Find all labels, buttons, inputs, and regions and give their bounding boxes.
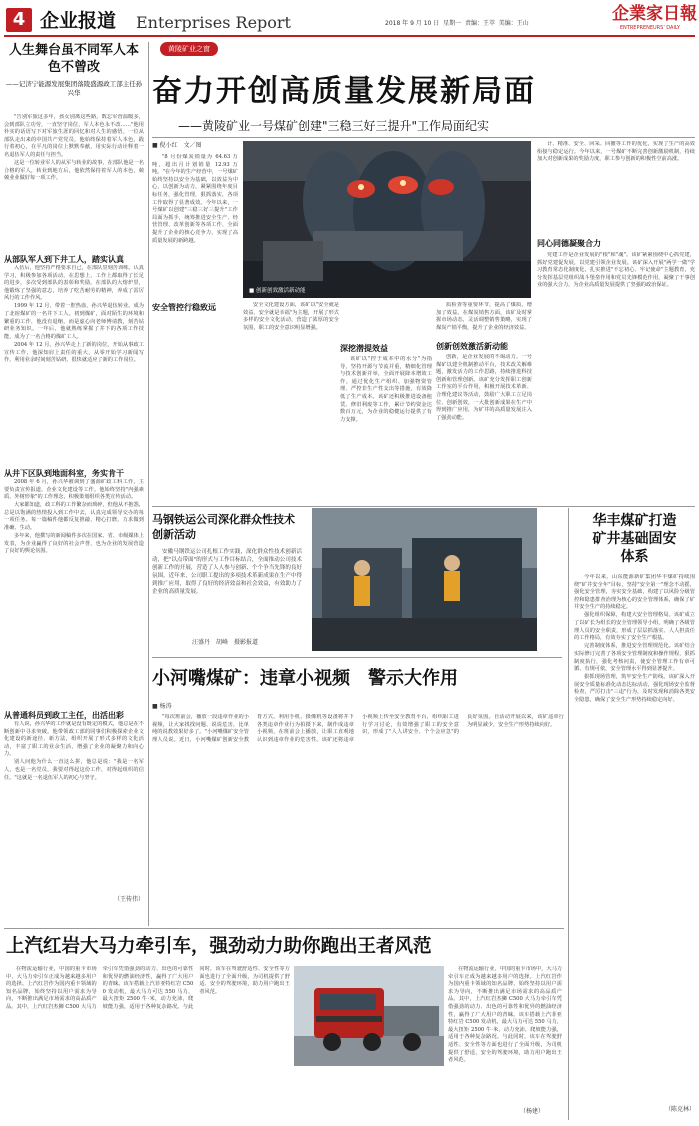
saic-author: （杨建） xyxy=(520,1108,545,1115)
paragraph: 入伍后，他坚持严格要求自己，在部队里刻苦训练，认真学习，积极参加各项活动，在思想上、工作上都取得了长足的进步，多次受到部队的表彰和奖励。在部队的大熔炉里，他锻炼了坚强的意志，培养了吃苦耐劳的精神，养成了雷厉风行的工作作风。 xyxy=(4,265,144,302)
paragraph: 今年以来，山东能源新矿集团华丰煤矿持续围绕"矿井安全年"目标，坚持"安全第一"理念不动摇，强化安全管理，夯实安全基础，构建了以风险分级管控和隐患排查治理为核心的安全管理体系，确保了矿井安全生产的持续稳定。 xyxy=(574,574,695,611)
truck-photo xyxy=(294,966,444,1066)
column-divider xyxy=(568,508,569,1120)
paragraph: 安徽马钢铁运公司扎根工作实践，深化群众性技术创新活动，把"以点带面"的形式与工作目标结合，全面推动公司技术创新工作的开展，营造了人人参与创新、个个争当先锋的良好氛围。近年来，公司职工提出的多项技术革新成果在生产中得到推广应用，取得了良好的经济效益和社会效益，有效助力了企业的高质量发展。 xyxy=(152,549,302,595)
main-col-2b xyxy=(340,356,432,502)
main-col-4b xyxy=(537,252,695,502)
editor-credit: 责编：王萃 xyxy=(464,20,495,27)
left-article-intro xyxy=(4,114,144,252)
paragraph: 安全文化建设方面，该矿以"安全就是效益、安全就是幸福"为主题，开展了形式多样的安全文化活动，营造了浓厚的安全氛围，职工的安全意识明显增强。 xyxy=(243,302,339,331)
paragraph: 质检查等重要环节，提高了煤质，增加了效益。在煤炭销售方面，该矿及时掌握市场动态，灵活调整销售策略，实现了煤炭产销平衡，提升了企业的经济效益。 xyxy=(436,302,532,331)
left-article xyxy=(4,42,144,928)
section-rule xyxy=(152,506,695,507)
paragraph: 大家都知道，政工科的工作繁杂而琐碎，但他从不抱怨，总是以饱满的热情投入到工作中去，认真完成领导交办的每一项任务。每一篇稿件他都反复推敲、精心打磨，力求做到准确、生动。 xyxy=(4,502,144,532)
xiaohe-byline: ■ 杨涛 xyxy=(152,703,172,710)
paragraph: 有人说，孙兴华的工作就是没有既定的模式，他总是在不断创新中寻求突破。他带领政工部的同事们积极探索企业文化建设的新途径、新方法，组织开展了形式多样的文化活动，丰富了职工的业余生活，增强了企业的凝聚力和向心力。 xyxy=(4,721,144,758)
main-article-subtitle: ——黄陵矿业一号煤矿创建"三稳三好三提升"工作局面纪实 xyxy=(178,119,490,133)
paragraph: 计、精准、安全、回采、回撤等工作的优化，实现了生产的高效衔接与稳定运行。今年以来，一号煤矿不断完善创新激励机制，持续加大对创新成果的奖励力度，职工参与创新的积极性空前高涨。 xyxy=(537,141,695,163)
byline-text: 倪小红 文／图 xyxy=(159,142,202,149)
main-article-tag: 黄陵矿业之窗 xyxy=(160,42,218,56)
masthead-en: ENTREPRENEURS' DAILY xyxy=(619,25,681,31)
paragraph: 该矿以"控于成本中的水分"为指导，坚持开源与节流并重，精细化管理与技术创新并举，全面开展降本增效工作。通过优化生产组织、加强物资管理、严控非生产性支出等措施，有效降低了生产成本。该矿还积极推进设备租赁、修旧利废等工作，累计节约资金达数百万元，为企业的稳健运行提供了有力支撑。 xyxy=(340,356,432,423)
paragraph: "8 月份煤炭销量为 64.63 万吨，超出月计划销量 12.93 万吨。"在今年的生产经营中，一号煤矿始终坚持以安全为基础，以效益为中心，以创新为动力，紧紧围绕年度目标任务，强化管理，狠抓落实，各项工作取得了显著成效。今年以来，一号煤矿以创建"三稳三好三提升"工作局面为抓手，统筹推进安全生产、经营管理、改革创新等各项工作，全面提升了企业的核心竞争力，实现了高质量发展的新跨越。 xyxy=(152,154,238,244)
main-heading-party: 同心同德凝聚合力 xyxy=(537,239,601,248)
main-heading-innovation: 创新创效激活新动能 xyxy=(436,342,508,351)
truck-illustration xyxy=(294,966,444,1066)
main-byline: ■ 倪小红 文／图 xyxy=(152,142,202,149)
title-rule xyxy=(152,137,695,138)
left-section-body xyxy=(4,265,144,465)
steel-box xyxy=(152,508,542,654)
saic-body-right xyxy=(448,966,562,1106)
page-number: 4 xyxy=(12,9,26,30)
paragraph: 在物流运输行业，中国的重卡市场中，大马力牵引车正成为越来越多用户的选择。上汽红岩作为国内重卡领域的知名品牌，始终坚持以用户需求为导向，不断推出满足市场需求的高品质产品。其中，上汽红岩杰狮 C500 大马力牵引车凭借强劲的动力、出色的可靠性和优异的燃油经济性，赢得了广大用户的青睐。该车搭载上汽菲亚特红岩 C500 发动机，最大马力可达 550 马力，最大扭矩 2500 牛·米，动力充沛，爬坡能力强，适用于各种复杂路况。与此同时，该车在驾驶舒适性、安全性等方面也进行了全面升级，为司机提供了舒适、安全的驾驶环境，助力用户跑出王者风范。 xyxy=(448,966,562,1064)
paragraph: 强化组织保障，构建大安全管理格局。该矿成立了以矿长为组长的安全管理领导小组，明确了各级管理人员的安全职责，形成了层层抓落实、人人担责任的工作格局，有效夯实了安全生产根基。 xyxy=(574,612,695,642)
column-divider xyxy=(148,42,149,926)
paragraph: 狠抓现场管理，筑牢安全生产防线。该矿深入开展安全质量标准化动态达标活动，强化现场安全监督检查，严厉打击"三违"行为，及时发现和消除各类安全隐患，确保了安全生产形势持续稳定向好。 xyxy=(574,674,695,703)
paragraph: "每次班前会，播放一段违章作业的小视频，让大家找找问题、说说危害，比单纯的说教效果好多了。"小河嘴煤矿安全管理人员说。近日，小河嘴煤矿创新安全教育方式，利用手机、摄像机等设备将井下各类违章作业行为拍摄下来，制作成违章小视频，在班前会上播放，让职工直观地认识到违章作业的危害性。该矿还将违章小视频上传至安全教育平台，组织职工进行学习讨论，有效增强了职工的安全意识，形成了"人人讲安全、个个会应急"的良好氛围。自活动开展以来，该矿违章行为明显减少，安全生产形势持续向好。 xyxy=(152,714,564,743)
masthead: 企業家日報 xyxy=(612,4,697,24)
paragraph: "告别军旅这多年，孩女别离这些路，数忘军营温暖多，会到部队立功劳，一直坚守岗位，军人本色永不改……"他用朴实的话语写下对军旅生涯的回忆和对人生的感悟。一位从部队走出来的中国共产党党员，他始终保持着军人本色，践行着初心，在平凡的岗位上默默奉献，用实际行动诠释着一名退伍军人的责任与担当。 xyxy=(4,114,144,158)
huafeng-title: 华丰煤矿打造矿井基础固安体系 xyxy=(592,513,677,565)
xiaohe-byline-text: 杨涛 xyxy=(159,703,172,710)
miners-photo xyxy=(243,141,531,298)
section-title: 企业报道 xyxy=(40,10,117,32)
issue-weekday: 星期一 xyxy=(443,20,462,27)
main-col-3 xyxy=(436,302,532,338)
photo-caption: ■ 创新创效激活新动能 xyxy=(249,288,306,294)
left-section-body xyxy=(4,721,144,896)
steel-box-body xyxy=(152,548,302,636)
designer-credit: 美编：王山 xyxy=(498,20,529,27)
left-article-subtitle: ——记济宁能源发展集团落陵盛源政工部主任孙兴华 xyxy=(5,80,143,97)
left-section-heading: 从部队军人到下井工人，踏实认真 xyxy=(4,255,124,264)
saic-body xyxy=(6,966,290,1120)
page-header xyxy=(0,0,699,36)
huafeng-author: （陈克林） xyxy=(664,1106,695,1113)
left-article-author: （王传伟） xyxy=(113,896,144,903)
left-section-heading: 从井下区队到地面科室，务实肯干 xyxy=(4,469,124,478)
paragraph: 多年来，他撰写的新闻稿件多次在国家、省、市级媒体上发表，为企业赢得了良好的社会声誉，也为企业的发展营造了良好的舆论氛围。 xyxy=(4,533,144,555)
huafeng-article xyxy=(574,510,695,1120)
main-heading-efficiency: 深挖潜提效益 xyxy=(340,344,388,353)
main-col-2 xyxy=(243,302,339,502)
main-heading-safety: 安全管控行稳致远 xyxy=(152,302,238,313)
saic-title: 上汽红岩大马力牵引车，强劲动力助你跑出王者风范 xyxy=(6,936,432,957)
xiaohe-title: 小河嘴煤矿：违章小视频 警示大作用 xyxy=(152,668,458,689)
huafeng-body xyxy=(574,574,695,1106)
main-photo xyxy=(243,141,531,298)
paragraph: 别人问他为什么一直这么拼，他总是说："我是一名军人，也是一名党员，我要对得起这份工作，对得起组织的信任。"这就是一名退伍军人的初心与坚守。 xyxy=(4,759,144,781)
section-rule xyxy=(4,928,564,929)
left-section-heading: 从普通科员到政工主任，出活出彩 xyxy=(4,711,124,720)
paragraph: 党建工作是企业发展的"根"和"魂"。该矿紧紧围绕中心抓党建，抓好党建促发展，以党建引领企业发展。该矿深入开展"两学一做"学习教育常态化制度化，扎实推进"不忘初心、牢记使命"主题教育，充分发挥基层党组织战斗堡垒作用和党员先锋模范作用，凝聚了干事创业的强大合力，为企业高质量发展提供了坚强的政治保证。 xyxy=(537,252,695,289)
header-rule xyxy=(4,35,695,37)
steel-box-title: 马钢铁运公司深化群众性技术创新活动 xyxy=(152,513,295,541)
main-col-1 xyxy=(152,154,238,499)
main-col-4 xyxy=(537,141,695,234)
paragraph: 在物流运输行业，中国的重卡市场中，大马力牵引车正成为越来越多用户的选择。上汽红岩作为国内重卡领域的知名品牌，始终坚持以用户需求为导向，不断推出满足市场需求的高品质产品。其中，上汽红岩杰狮 C500 大马力牵引车凭借强劲的动力、出色的可靠性和优异的燃油经济性，赢得了广大用户的青睐。该车搭载上汽菲亚特红岩 C500 发动机，最大马力可达 550 马力，最大扭矩 2500 牛·米，动力充沛，爬坡能力强，适用于各种复杂路况。与此同时，该车在驾驶舒适性、安全性等方面也进行了全面升级，为司机提供了舒适、安全的驾驶环境，助力用户跑出王者风范。 xyxy=(6,966,290,1010)
left-section-body xyxy=(4,479,144,707)
paragraph: 创新，是企业发展的不竭动力。一号煤矿以建全机制推动平台，技术改关解难题，激发活力的工作思路，持续推进科技创新和管理创新。该矿充分发挥职工创新工作室的平台作用，积极开展技术革新、合理化建议等活动，鼓励广大职工立足岗位、创新创效，一大批创新成果在生产中得到推广应用，为矿井的高质量发展注入了强劲动能。 xyxy=(436,354,532,421)
main-col-3b xyxy=(436,354,532,502)
xiaohe-body xyxy=(152,714,564,912)
paragraph: 1999 年 12 月，带着一腔热血，孙兴华退伍转业。成为了北宿煤矿的一名井下工人。初到煤矿，面对陌生的环境和繁重的工作，他没有退缩，而是虚心向老师傅请教，刻苦钻研业务知识。一年后，他就熟练掌握了井下的各项工作技能，成为了一名合格的煤矿工人。 xyxy=(4,303,144,340)
steel-box-author: 汪盛丹 胡峰 摄影报道 xyxy=(192,639,259,646)
steel-box-photo xyxy=(312,508,537,651)
issue-date: 2018 年 9 月 10 日 xyxy=(385,20,440,27)
paragraph: 完善制度体系，推进安全管理规范化。该矿结合实际修订完善了各项安全管理制度和操作规程，狠抓制度执行，强化考核问责，使安全管理工作有章可循、有规可依，安全管理水平得到显著提升。 xyxy=(574,643,695,673)
paragraph: 2008 年 6 月，孙兴华被调到了盛源矿政工科工作，主要负责宣传报道、企业文化建设等工作。他始终坚持"内强素质、外树形象"的工作理念，积极策划组织各类宣传活动。 xyxy=(4,479,144,501)
rail-workers-photo xyxy=(312,508,537,651)
paragraph: 这是一位转业军人的从军与转业的故事，在部队他是一名合格的军人，转业到地方后，他依然保持着军人的本色，兢兢业业做好每一项工作。 xyxy=(4,160,144,182)
main-article-title: 奋力开创高质量发展新局面 xyxy=(152,74,536,109)
header-info xyxy=(385,20,529,28)
left-article-title: 人生舞台虽不同军人本色不曾改 xyxy=(8,43,139,75)
paragraph: 2004 年 12 月，孙兴华走上了新的岗位，开始从事政工宣传工作，他深知肩上责任的重大，从零开始学习新闻写作，利用业余时间刻苦钻研，很快就适应了新的工作岗位。 xyxy=(4,341,144,364)
photo-caption-text: 创新创效激活新动能 xyxy=(255,288,306,294)
section-rule xyxy=(152,657,562,658)
section-title-en: Enterprises Report xyxy=(136,13,291,32)
